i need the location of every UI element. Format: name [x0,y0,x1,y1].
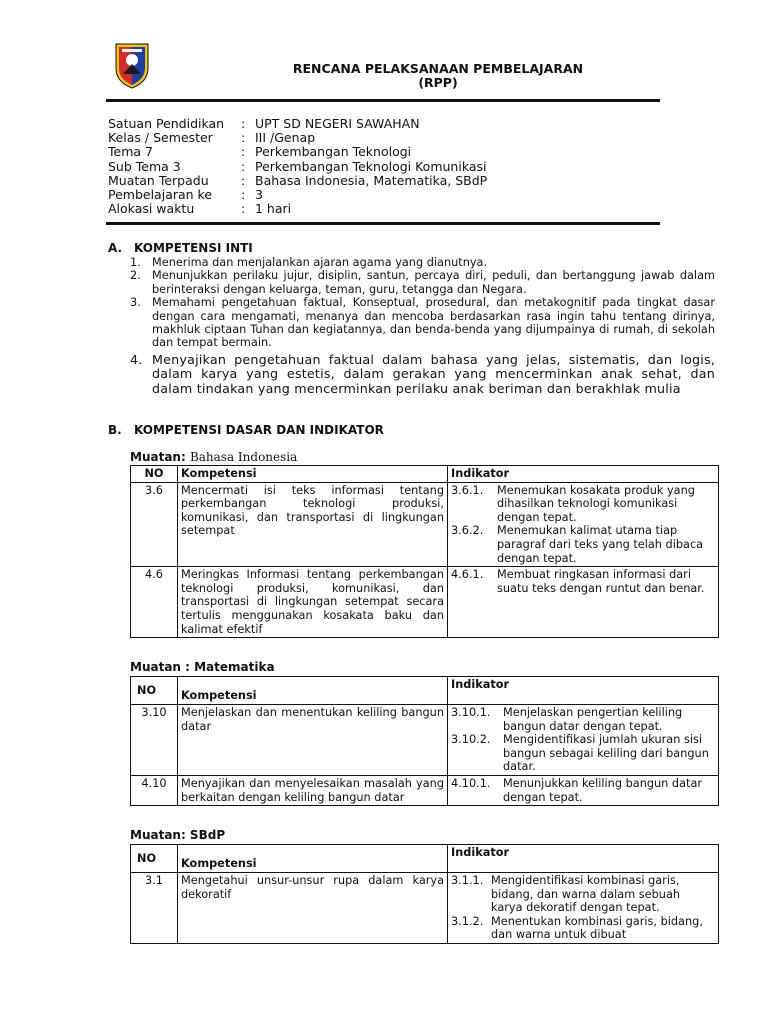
identity-label: Muatan Terpadu [108,172,209,188]
kompetensi-inti-list [130,256,715,397]
identity-value: III /Genap [255,130,316,146]
identity-label: Sub Tema 3 [108,158,181,174]
identity-row [108,131,487,145]
identity-colon: : [241,130,246,146]
table-sbdp [130,844,719,944]
identity-colon: : [241,144,246,160]
muatan-sbdp-label: Muatan: SBdP [130,828,226,842]
section-b-title: KOMPETENSI DASAR DAN INDIKATOR [134,423,384,437]
identity-value: Bahasa Indonesia, Matematika, SBdP [255,172,488,188]
identity-row [108,160,487,174]
section-b-heading [108,423,384,437]
document-title [238,62,638,90]
list-item: 2. Menunjukkan perilaku jujur, disiplin, santun, percaya diri, peduli, dan bertanggung jawab dalam berinteraksi dengan keluarga, teman, guru, tetangga dan Negara. [130,269,715,296]
identity-row [108,202,487,216]
section-b-letter: B. [108,423,122,437]
identity-colon: : [241,187,246,203]
table-row: 3.1 Mengetahui unsur-unsur rupa dalam karya dekoratif 3.1.1. Mengidentifikasi kombinasi garis, bidang, dan warna dalam sebuah karya dekoratif dengan tepat. 3.1.2. Menentukan kombinasi garis, bidang, dan warna untuk dibuat [131,873,719,944]
identity-label: Alokasi waktu [108,201,195,217]
table-row: 3.6 Mencermati isi teks informasi tentang perkembangan teknologi produksi, komunikasi, dan transportasi di lingkungan setempat 3.6.1. Menemukan kosakata produk yang dihasilkan teknologi komunikasi dengan tepat. 3.6.2. Menemukan kalimat utama tiap paragraf dari teks yang telah dibaca dengan tepat. [131,482,719,567]
identity-value: 3 [255,187,263,203]
identity-label: Kelas / Semester [108,130,213,146]
muatan-bahasa-label: Muatan: Bahasa Indonesia [130,450,298,464]
list-item: 4. Menyajikan pengetahuan faktual dalam bahasa yang jelas, sistematis, dan logis, dalam karya yang estetis, dalam gerakan yang mencerminkan anak sehat, dan dalam tindakan yang mencerminkan perilaku anak beriman dan berakhlak mulia [130,351,715,397]
identity-value: UPT SD NEGERI SAWAHAN [255,116,420,131]
table-bahasa-indonesia [130,465,719,638]
section-a-heading [108,241,253,255]
muatan-matematika-label: Muatan : Matematika [130,660,275,674]
identity-table [108,117,487,216]
table-row: 3.10 Menjelaskan dan menentukan keliling bangun datar 3.10.1. Menjelaskan pengertian keliling bangun datar dengan tepat. 3.10.2. Mengidentifikasi jumlah ukuran sisi bangun sebagai keliling dari bangun datar. [131,705,719,776]
identity-row [108,188,487,202]
identity-value: Perkembangan Teknologi [255,144,412,160]
identity-row [108,117,487,131]
title-line-1: RENCANA PELAKSANAAN PEMBELAJARAN [292,61,584,76]
table-row: 4.6 Meringkas Informasi tentang perkembangan teknologi produksi, komunikasi, dan transportasi di lingkungan setempat secara tertulis menggunakan kosakata baku dan kalimat efektif 4.6.1. Membuat ringkasan informasi dari suatu teks dengan runtut dan benar. [131,567,719,638]
header-divider-bottom [106,222,660,225]
table-matematika [130,676,719,806]
identity-row [108,145,487,159]
list-item: 3. Memahami pengetahuan faktual, Konseptual, prosedural, dan metakognitif pada tingkat dasar dengan cara mengamati, menanya dan mencoba berdasarkan rasa ingin tahu tentang dirinya, makhluk ciptaan Tuhan dan kegiatannya, dan benda-benda yang dijumpainya di rumah, di sekolah dan tempat bermain. [130,296,715,350]
table-header-row: NO Kompetensi Indikator [131,466,719,483]
table-header-row: NO Kompetensi Indikator [131,845,719,873]
identity-colon: : [241,201,246,217]
section-a-letter: A. [108,241,123,255]
header-divider-top [106,99,660,102]
title-line-2: (RPP) [418,75,458,90]
identity-colon: : [241,158,246,174]
list-item: 1. Menerima dan menjalankan ajaran agama yang dianutnya. [130,256,488,269]
section-a-title: KOMPETENSI INTI [134,241,253,255]
identity-label: Satuan Pendidikan [108,116,225,131]
identity-colon: : [241,172,246,188]
identity-value: Perkembangan Teknologi Komunikasi [255,158,487,174]
table-header-row: NO Kompetensi Indikator [131,677,719,705]
identity-label: Pembelajaran ke [108,187,213,203]
regional-emblem-logo [112,40,152,90]
table-row: 4.10 Menyajikan dan menyelesaikan masalah yang berkaitan dengan keliling bangun datar 4.10.1. Menunjukkan keliling bangun datar dengan tepat. [131,775,719,805]
identity-row [108,174,487,188]
identity-value: 1 hari [255,201,292,217]
identity-label: Tema 7 [108,144,153,160]
identity-colon: : [241,116,246,131]
